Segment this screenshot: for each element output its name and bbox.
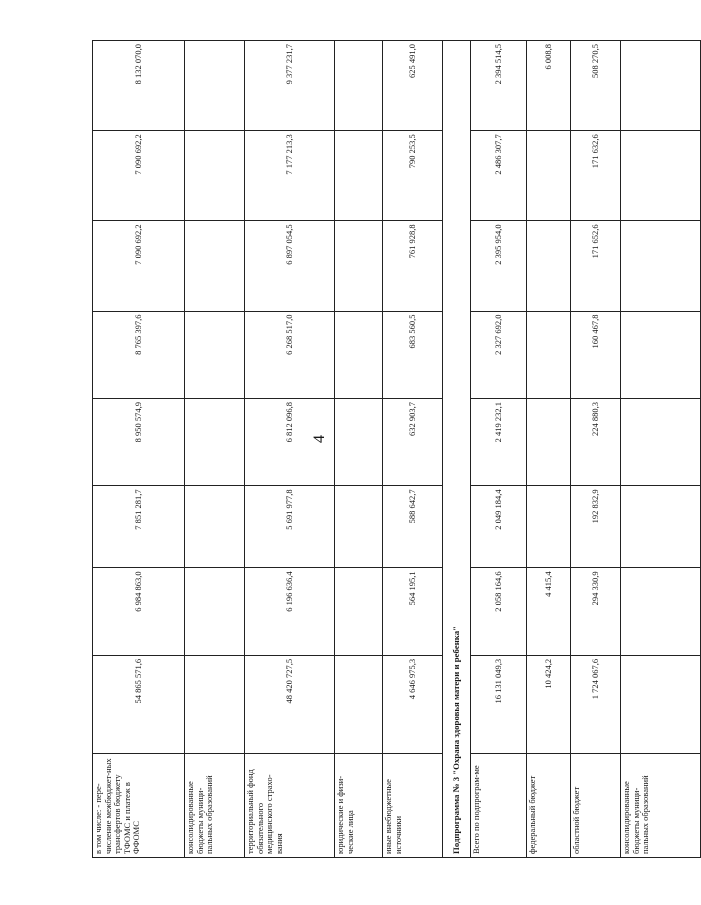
table-row [571, 41, 621, 858]
value-cell [335, 41, 383, 131]
value-cell [621, 398, 701, 485]
value-cell: 7 090 692,2 [93, 221, 185, 311]
value-cell: 192 832,9 [571, 486, 621, 568]
value-cell: 588 642,7 [383, 486, 443, 568]
row-label: консолидированные бюджеты муници-пальных образований [621, 754, 701, 858]
value-cell [185, 221, 245, 311]
value-cell [621, 41, 701, 131]
value-cell: 294 330,9 [571, 568, 621, 655]
value-cell [527, 221, 571, 311]
value-cell [335, 568, 383, 655]
value-cell [527, 131, 571, 221]
row-label: областной бюджет [571, 754, 621, 858]
value-cell: 10 424,2 [527, 655, 571, 753]
budget-table [92, 40, 701, 858]
value-cell [185, 655, 245, 753]
value-cell: 761 928,8 [383, 221, 443, 311]
value-cell [621, 311, 701, 398]
budget-table-container [92, 40, 651, 858]
value-cell: 2 327 692,0 [471, 311, 527, 398]
value-cell: 4 415,4 [527, 568, 571, 655]
table-row [185, 41, 245, 858]
value-cell: 2 395 954,0 [471, 221, 527, 311]
value-cell [335, 221, 383, 311]
value-cell [185, 41, 245, 131]
value-cell [185, 311, 245, 398]
value-cell: 6 984 863,0 [93, 568, 185, 655]
value-cell [527, 398, 571, 485]
value-cell [185, 568, 245, 655]
table-row [335, 41, 383, 858]
value-cell: 5 691 977,8 [245, 486, 335, 568]
value-cell: 508 270,5 [571, 41, 621, 131]
value-cell: 224 880,3 [571, 398, 621, 485]
value-cell: 6 268 517,0 [245, 311, 335, 398]
row-label: юридические и физи-ческие лица [335, 754, 383, 858]
value-cell: 6 812 096,8 [245, 398, 335, 485]
table-body [93, 41, 701, 858]
value-cell: 790 253,5 [383, 131, 443, 221]
value-cell [185, 486, 245, 568]
value-cell: 564 195,1 [383, 568, 443, 655]
value-cell [335, 131, 383, 221]
value-cell: 2 486 307,7 [471, 131, 527, 221]
value-cell: 16 131 049,3 [471, 655, 527, 753]
value-cell: 632 903,7 [383, 398, 443, 485]
value-cell: 6 008,8 [527, 41, 571, 131]
value-cell [621, 568, 701, 655]
row-label: иные внебюджетные источники [383, 754, 443, 858]
value-cell: 6 897 054,5 [245, 221, 335, 311]
value-cell [527, 311, 571, 398]
value-cell: 8 950 574,9 [93, 398, 185, 485]
value-cell: 9 377 231,7 [245, 41, 335, 131]
value-cell [621, 486, 701, 568]
page-number: 4 [311, 435, 328, 443]
value-cell: 171 652,6 [571, 221, 621, 311]
value-cell: 48 420 727,5 [245, 655, 335, 753]
value-cell: 54 865 571,6 [93, 655, 185, 753]
value-cell [527, 486, 571, 568]
value-cell [185, 131, 245, 221]
row-label: Всего по подпрограм-ме [471, 754, 527, 858]
table-row [621, 41, 701, 858]
value-cell: 2 394 514,5 [471, 41, 527, 131]
value-cell [335, 311, 383, 398]
value-cell: 160 467,8 [571, 311, 621, 398]
value-cell: 8 132 070,0 [93, 41, 185, 131]
value-cell [621, 221, 701, 311]
row-label: консолидированные бюджеты муници-пальных образований [185, 754, 245, 858]
value-cell: 4 646 975,3 [383, 655, 443, 753]
table-row [527, 41, 571, 858]
row-label: в том числе: - пере-числение межбюджет-ных трансфертов бюджету ТФОМС и платеж в ФФОМС [93, 754, 185, 858]
value-cell: 2 049 184,4 [471, 486, 527, 568]
row-label: федеральный бюджет [527, 754, 571, 858]
value-cell [335, 486, 383, 568]
value-cell: 8 765 397,6 [93, 311, 185, 398]
table-row [471, 41, 527, 858]
value-cell: 7 090 692,2 [93, 131, 185, 221]
row-label: территориальный фонд обязательного медицинского страхо-вания [245, 754, 335, 858]
value-cell [621, 131, 701, 221]
value-cell [621, 655, 701, 753]
value-cell: 683 560,5 [383, 311, 443, 398]
value-cell [185, 398, 245, 485]
value-cell: 7 851 281,7 [93, 486, 185, 568]
table-row [93, 41, 185, 858]
value-cell: 625 491,0 [383, 41, 443, 131]
section-header-row [443, 41, 471, 858]
value-cell [335, 398, 383, 485]
value-cell: 6 196 636,4 [245, 568, 335, 655]
table-row [245, 41, 335, 858]
value-cell: 7 177 213,3 [245, 131, 335, 221]
value-cell: 1 724 067,6 [571, 655, 621, 753]
value-cell: 2 419 232,1 [471, 398, 527, 485]
value-cell: 2 058 164,6 [471, 568, 527, 655]
value-cell: 171 632,6 [571, 131, 621, 221]
table-row [383, 41, 443, 858]
value-cell [335, 655, 383, 753]
section-title: Подпрограмма № 3 "Охрана здоровья матери и ребенка" [443, 41, 471, 858]
